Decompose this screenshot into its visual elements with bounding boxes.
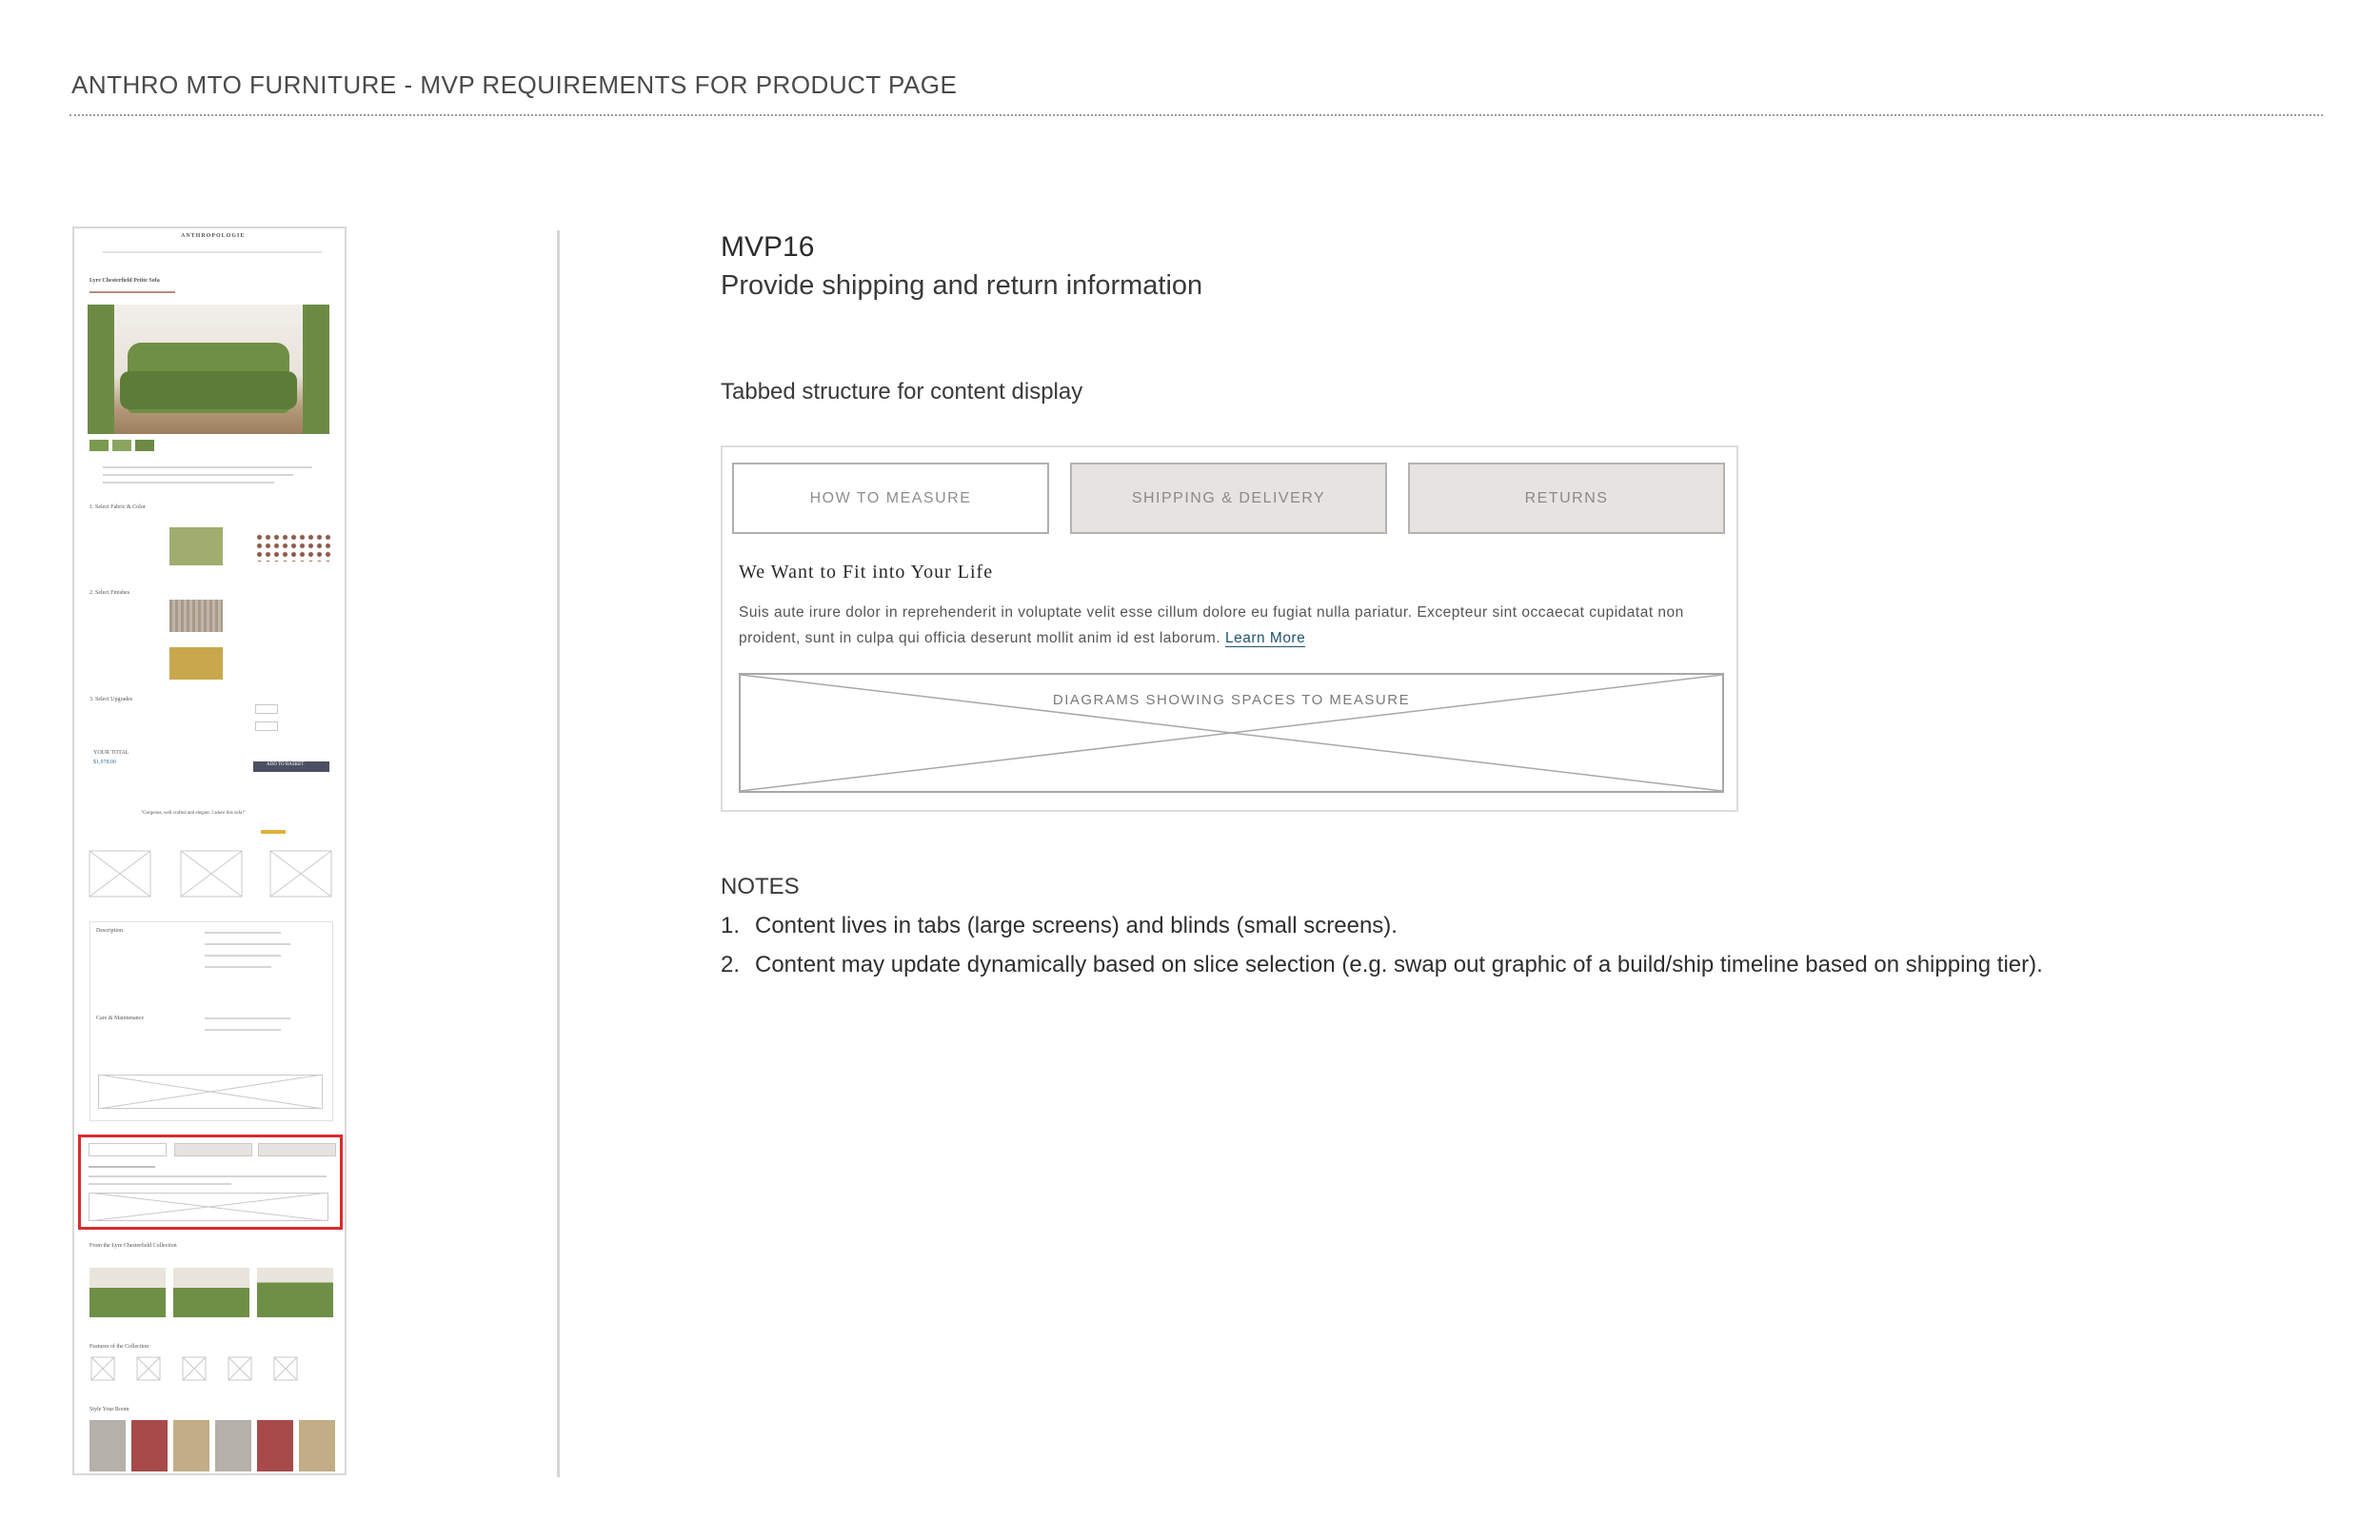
tabbed-content-mockup [721,445,1738,812]
thumb-collection-1 [89,1268,166,1317]
thumb-room-4 [215,1420,251,1471]
thumb-text-line [89,1183,231,1185]
thumb-mini-diagram [89,1193,328,1221]
tab-content-text: Suis aute irure dolor in reprehenderit in voluptate velit esse cillum dolore eu fugiat nulla pariatur. Excepteur sint occaecat cupidatat non proident, sunt in culpa qui officia deserunt mollit anim id est laborum. [739,604,1684,646]
thumb-hero-image [88,305,329,434]
thumb-features: Features of the Collection [89,1344,149,1350]
thumb-room-2 [131,1420,168,1471]
learn-more-link[interactable]: Learn More [1224,630,1306,646]
requirement-title: Provide shipping and return information [721,270,1203,301]
thumb-side-right [303,305,329,434]
thumb-fabric-swatch [169,527,223,565]
thumb-style-room: Style Your Room [89,1407,129,1412]
thumb-nav-bar [103,251,322,253]
thumb-price-line [89,291,175,293]
thumb-diagram-placeholder [98,1075,323,1109]
thumb-text-line [205,1029,281,1031]
thumb-swatch-3 [135,440,154,451]
thumb-brass-swatch [169,647,223,680]
thumb-wood-swatch [169,600,223,632]
thumb-your-total: YOUR TOTAL [93,750,129,756]
thumb-stars [261,830,286,834]
tab-shipping-delivery[interactable]: SHIPPING & DELIVERY [1070,463,1387,534]
thumb-tab-3 [258,1143,336,1156]
thumb-swatch-2 [112,440,131,451]
note-text: Content may update dynamically based on slice selection (e.g. swap out graphic of a build/ship timeline based on shipping tier). [755,952,2043,977]
vertical-divider [557,230,560,1477]
thumb-tab-2 [174,1143,252,1156]
header-divider [69,114,2323,116]
page-title: ANTHRO MTO FURNITURE - MVP REQUIREMENTS FOR PRODUCT PAGE [71,70,958,99]
thumb-room-5 [257,1420,293,1471]
thumb-section-care: Care & Maintenance [96,1016,144,1021]
thumb-text-line [103,474,293,476]
thumb-tab-1 [89,1143,167,1156]
thumb-sofa-seat [120,371,297,409]
thumb-product-name: Lyre Chesterfield Petite Sofa [89,278,160,284]
thumb-upgrade-option [255,721,278,731]
tab-how-to-measure[interactable]: HOW TO MEASURE [732,463,1049,534]
thumb-text-line [103,482,274,484]
tab-content-body [739,600,1724,651]
thumb-color-dots [255,533,331,562]
note-text: Content lives in tabs (large screens) and blinds (small screens). [755,913,1398,938]
thumb-section-description: Description [96,928,123,934]
requirement-id: MVP16 [721,231,815,263]
thumb-details-box [89,921,333,1121]
product-page-thumbnail [72,227,347,1475]
thumb-collection-3 [257,1268,333,1317]
diagram-label: DIAGRAMS SHOWING SPACES TO MEASURE [1052,692,1411,708]
note-item [721,952,2043,978]
thumb-room-1 [89,1420,126,1471]
thumb-collection-2 [173,1268,249,1317]
measure-diagram-placeholder [739,673,1724,793]
thumb-section-upgrades: 3. Select Upgrades [89,697,133,702]
thumb-section-fabric: 1. Select Fabric & Color [89,504,146,510]
note-number: 2. [721,952,741,977]
thumb-text-line [205,966,271,968]
thumb-collection: From the Lyre Chesterfield Collection [89,1243,177,1249]
thumb-brand: ANTHROPOLOGIE [181,233,246,239]
thumb-room-3 [173,1420,209,1471]
requirement-subtitle: Tabbed structure for content display [721,379,1083,405]
thumb-feature-placeholders [74,1355,347,1384]
thumb-side-left [88,305,114,434]
thumb-swatch-1 [89,440,109,451]
thumb-room-6 [299,1420,335,1471]
thumb-text-line [205,1017,290,1019]
thumb-pull-quote: "Gorgeous, well crafted and elegant. I adore this sofa!" [141,811,247,816]
notes-title: NOTES [721,874,800,899]
thumb-text-line [89,1175,327,1177]
thumb-review-placeholders [74,849,347,906]
tab-returns[interactable]: RETURNS [1408,463,1725,534]
tab-content-heading: We Want to Fit into Your Life [739,562,994,582]
note-number: 1. [721,913,741,938]
thumb-upgrade-option [255,704,278,714]
thumb-add-to-basket-label: ADD TO BASKET [267,762,305,767]
thumb-add-to-basket [253,761,329,772]
thumb-text-line [89,1166,155,1168]
thumb-section-finishes: 2. Select Finishes [89,590,130,596]
thumb-text-line [103,466,312,468]
highlighted-shipping-section [78,1135,343,1230]
thumb-text-line [205,955,281,957]
note-item [721,913,1398,939]
thumb-text-line [205,943,290,945]
thumb-text-line [205,932,281,934]
thumb-price: $1,978.00 [93,760,116,765]
